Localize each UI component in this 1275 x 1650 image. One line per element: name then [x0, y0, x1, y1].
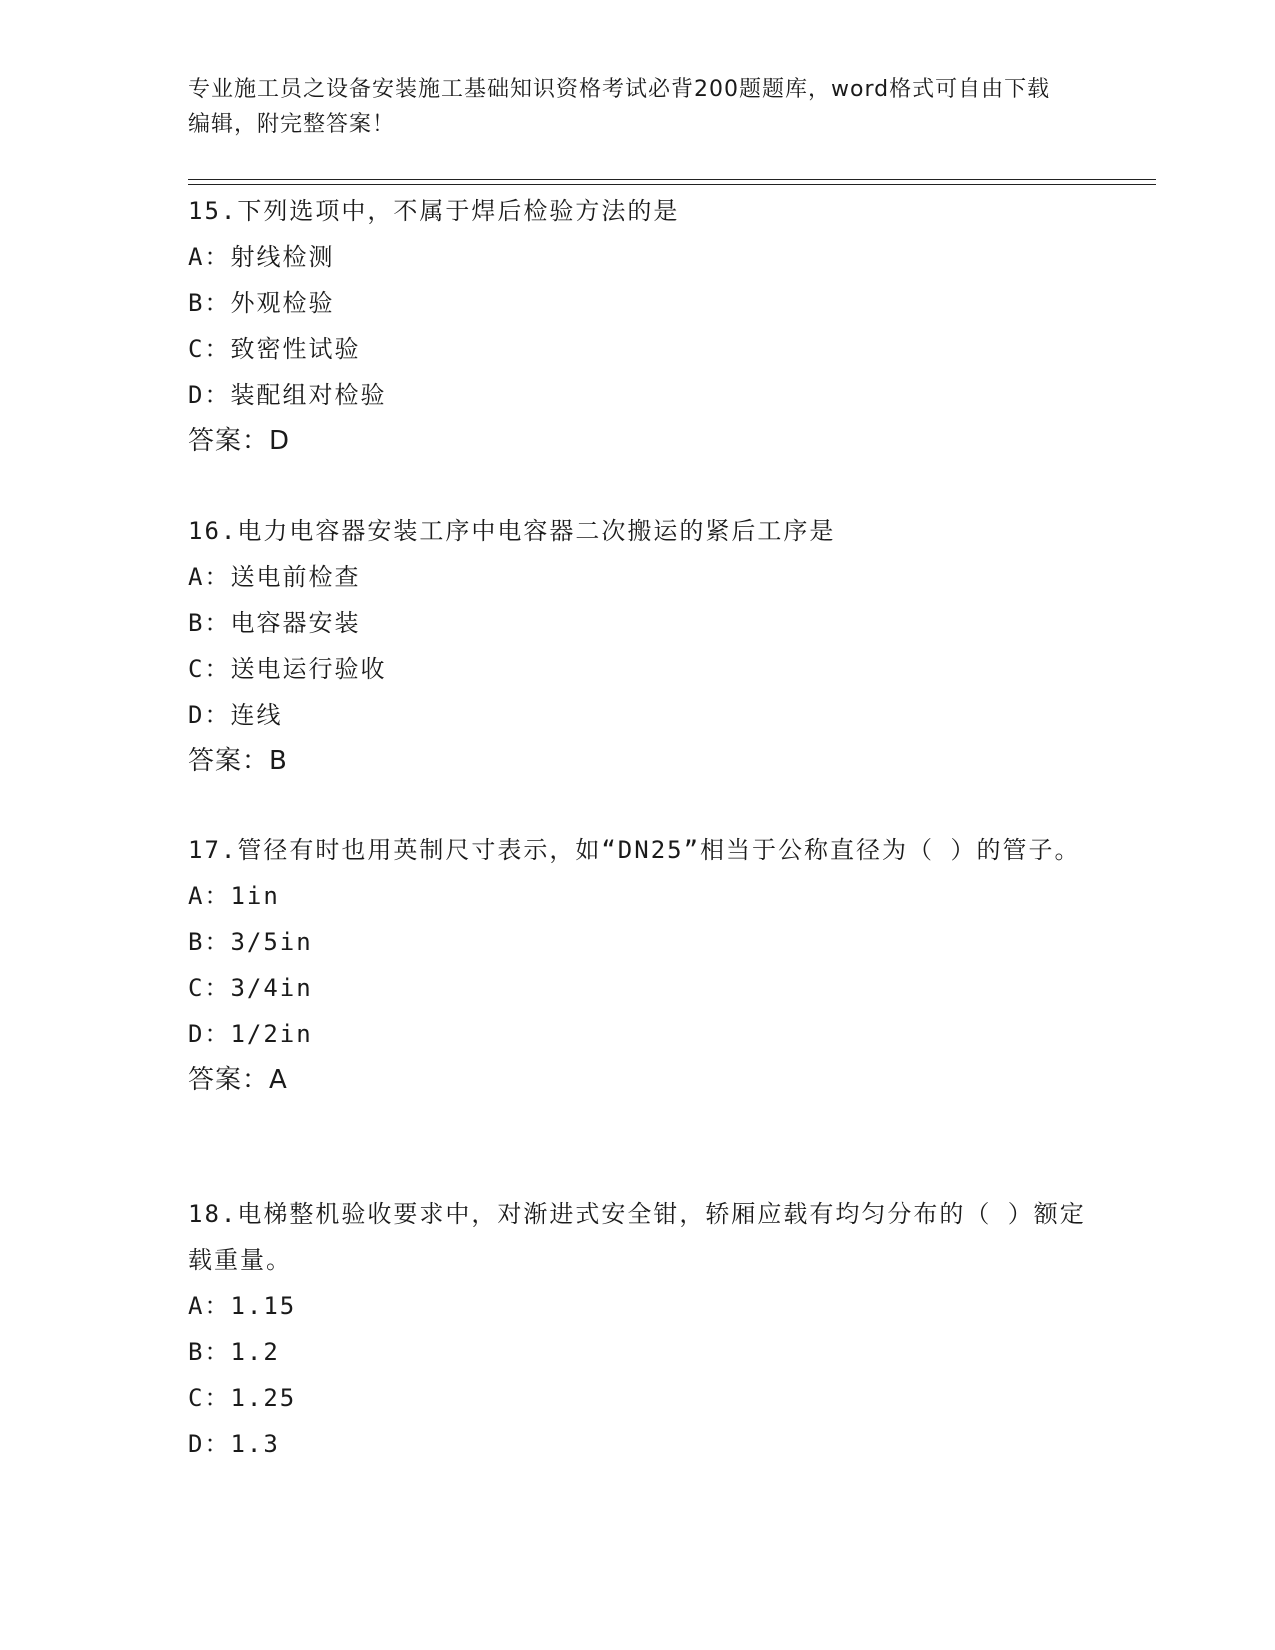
- option-d: D：连线: [188, 701, 283, 729]
- header-divider-bottom: [188, 184, 1156, 185]
- option-d: D：1.3: [188, 1430, 280, 1458]
- question-stem: 18.电梯整机验收要求中，对渐进式安全钳，轿厢应载有均匀分布的（ ）额定载重量。: [188, 1200, 1086, 1274]
- option-b: B：外观检验: [188, 289, 335, 317]
- question-17: [188, 827, 1088, 1103]
- option-d: D：1/2in: [188, 1020, 313, 1048]
- answer: 答案：A: [188, 1065, 288, 1095]
- option-d: D：装配组对检验: [188, 381, 387, 409]
- option-b: B：3/5in: [188, 928, 313, 956]
- question-stem: 16.电力电容器安装工序中电容器二次搬运的紧后工序是: [188, 517, 836, 545]
- option-c: C：1.25: [188, 1384, 297, 1412]
- answer: 答案：B: [188, 746, 288, 776]
- document-title: 专业施工员之设备安装施工基础知识资格考试必背200题题库，word格式可自由下载编辑，附完整答案！: [188, 77, 1051, 137]
- option-a: A：送电前检查: [188, 563, 361, 591]
- question-stem: 17.管径有时也用英制尺寸表示，如“DN25”相当于公称直径为（ ）的管子。: [188, 836, 1081, 864]
- option-b: B：电容器安装: [188, 609, 361, 637]
- question-16: [188, 508, 1088, 784]
- option-c: C：送电运行验收: [188, 655, 387, 683]
- option-b: B：1.2: [188, 1338, 280, 1366]
- question-15: [188, 188, 1088, 464]
- option-a: A：1.15: [188, 1292, 297, 1320]
- question-stem: 15.下列选项中，不属于焊后检验方法的是: [188, 197, 680, 225]
- question-18: [188, 1191, 1088, 1467]
- answer: 答案：D: [188, 426, 291, 456]
- option-c: C：致密性试验: [188, 335, 361, 363]
- header-divider-top: [188, 179, 1156, 180]
- option-c: C：3/4in: [188, 974, 313, 1002]
- option-a: A：射线检测: [188, 243, 335, 271]
- option-a: A：1in: [188, 882, 280, 910]
